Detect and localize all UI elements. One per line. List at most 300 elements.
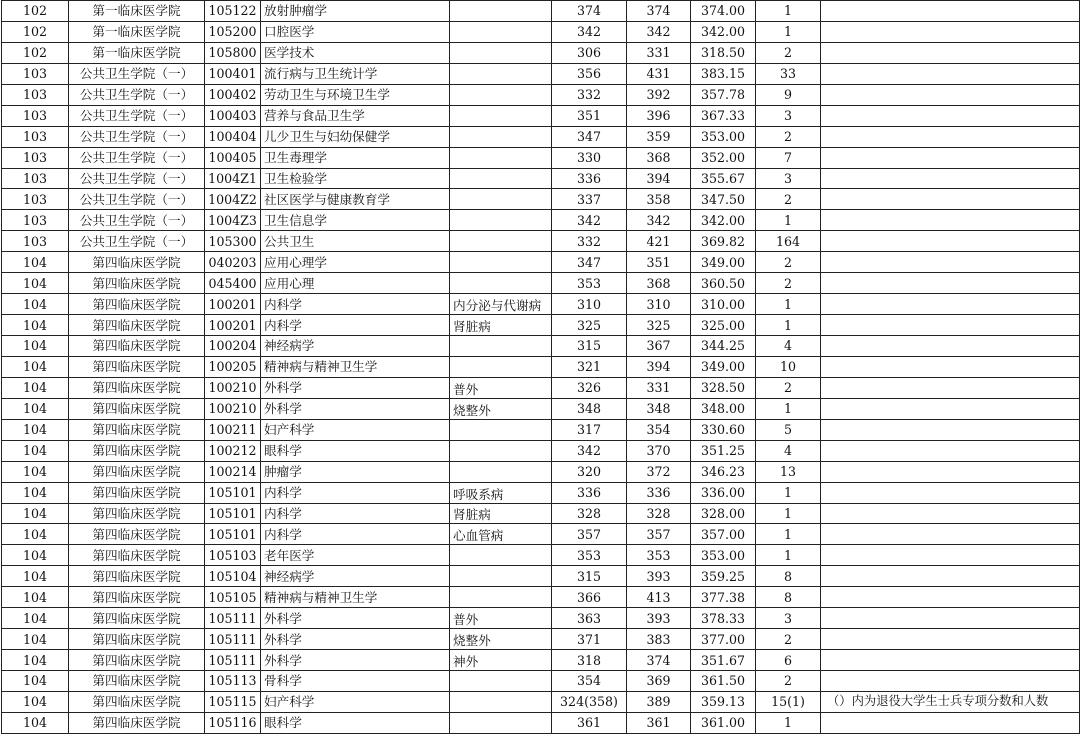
min-score-cell: 361 <box>552 712 627 733</box>
table-row <box>2 336 1080 357</box>
unit-code-cell: 104 <box>2 566 69 587</box>
unit-code-cell: 104 <box>2 545 69 566</box>
score-table <box>1 0 1080 734</box>
direction-cell <box>450 147 552 168</box>
max-score-cell: 369 <box>627 671 691 692</box>
college-cell: 第四临床医学院 <box>69 440 205 461</box>
count-cell: 10 <box>756 356 821 377</box>
count-cell: 1 <box>756 210 821 231</box>
major-code-cell: 105800 <box>205 42 261 63</box>
major-name-cell: 内科学 <box>261 503 450 524</box>
avg-score-cell: 336.00 <box>691 482 756 503</box>
major-code-cell: 105115 <box>205 691 261 712</box>
major-name-cell: 内科学 <box>261 482 450 503</box>
major-name-cell: 应用心理 <box>261 273 450 294</box>
college-cell: 第四临床医学院 <box>69 566 205 587</box>
count-cell: 164 <box>756 231 821 252</box>
college-cell: 第四临床医学院 <box>69 336 205 357</box>
avg-score-cell: 325.00 <box>691 315 756 336</box>
major-name-cell: 眼科学 <box>261 712 450 733</box>
table-row <box>2 84 1080 105</box>
college-cell: 第四临床医学院 <box>69 315 205 336</box>
major-code-cell: 100201 <box>205 294 261 315</box>
note-cell <box>821 1 1080 22</box>
major-code-cell: 100402 <box>205 84 261 105</box>
min-score-cell: 321 <box>552 356 627 377</box>
note-cell <box>821 461 1080 482</box>
major-code-cell: 100401 <box>205 63 261 84</box>
direction-cell <box>450 712 552 733</box>
avg-score-cell: 353.00 <box>691 126 756 147</box>
major-name-cell: 医学技术 <box>261 42 450 63</box>
avg-score-cell: 359.13 <box>691 691 756 712</box>
unit-code-cell: 103 <box>2 231 69 252</box>
note-cell <box>821 63 1080 84</box>
major-name-cell: 营养与食品卫生学 <box>261 105 450 126</box>
table-row <box>2 712 1080 733</box>
direction-cell <box>450 587 552 608</box>
direction-cell <box>450 671 552 692</box>
table-row <box>2 461 1080 482</box>
major-name-cell: 外科学 <box>261 377 450 398</box>
avg-score-cell: 361.00 <box>691 712 756 733</box>
min-score-cell: 374 <box>552 1 627 22</box>
avg-score-cell: 342.00 <box>691 210 756 231</box>
avg-score-cell: 374.00 <box>691 1 756 22</box>
note-cell <box>821 482 1080 503</box>
max-score-cell: 370 <box>627 440 691 461</box>
min-score-cell: 363 <box>552 608 627 629</box>
avg-score-cell: 342.00 <box>691 21 756 42</box>
college-cell: 第四临床医学院 <box>69 545 205 566</box>
avg-score-cell: 310.00 <box>691 294 756 315</box>
direction-cell <box>450 84 552 105</box>
count-cell: 1 <box>756 315 821 336</box>
avg-score-cell: 367.33 <box>691 105 756 126</box>
major-code-cell: 100205 <box>205 356 261 377</box>
note-cell: （）内为退役大学生士兵专项分数和人数 <box>821 691 1080 712</box>
major-code-cell: 100405 <box>205 147 261 168</box>
major-name-cell: 卫生毒理学 <box>261 147 450 168</box>
min-score-cell: 326 <box>552 377 627 398</box>
college-cell: 第四临床医学院 <box>69 691 205 712</box>
table-row <box>2 691 1080 712</box>
college-cell: 第四临床医学院 <box>69 712 205 733</box>
min-score-cell: 318 <box>552 650 627 671</box>
min-score-cell: 342 <box>552 21 627 42</box>
note-cell <box>821 566 1080 587</box>
college-cell: 第四临床医学院 <box>69 503 205 524</box>
count-cell: 8 <box>756 587 821 608</box>
note-cell <box>821 252 1080 273</box>
college-cell: 公共卫生学院（一） <box>69 126 205 147</box>
major-code-cell: 100201 <box>205 315 261 336</box>
college-cell: 第四临床医学院 <box>69 377 205 398</box>
table-row <box>2 440 1080 461</box>
count-cell: 1 <box>756 712 821 733</box>
major-name-cell: 内科学 <box>261 524 450 545</box>
table-row <box>2 42 1080 63</box>
note-cell <box>821 189 1080 210</box>
direction-cell: 内分泌与代谢病 <box>450 294 552 315</box>
note-cell <box>821 545 1080 566</box>
min-score-cell: 324(358) <box>552 691 627 712</box>
direction-cell <box>450 273 552 294</box>
note-cell <box>821 210 1080 231</box>
avg-score-cell: 349.00 <box>691 356 756 377</box>
unit-code-cell: 104 <box>2 419 69 440</box>
max-score-cell: 393 <box>627 566 691 587</box>
min-score-cell: 353 <box>552 545 627 566</box>
table-row <box>2 398 1080 419</box>
max-score-cell: 325 <box>627 315 691 336</box>
max-score-cell: 368 <box>627 273 691 294</box>
count-cell: 2 <box>756 377 821 398</box>
major-name-cell: 精神病与精神卫生学 <box>261 587 450 608</box>
avg-score-cell: 353.00 <box>691 545 756 566</box>
major-code-cell: 100403 <box>205 105 261 126</box>
note-cell <box>821 377 1080 398</box>
min-score-cell: 330 <box>552 147 627 168</box>
major-name-cell: 肿瘤学 <box>261 461 450 482</box>
avg-score-cell: 357.78 <box>691 84 756 105</box>
avg-score-cell: 357.00 <box>691 524 756 545</box>
max-score-cell: 421 <box>627 231 691 252</box>
college-cell: 第四临床医学院 <box>69 252 205 273</box>
major-code-cell: 1004Z1 <box>205 168 261 189</box>
college-cell: 第四临床医学院 <box>69 461 205 482</box>
count-cell: 1 <box>756 482 821 503</box>
table-row <box>2 566 1080 587</box>
count-cell: 33 <box>756 63 821 84</box>
major-name-cell: 社区医学与健康教育学 <box>261 189 450 210</box>
unit-code-cell: 104 <box>2 650 69 671</box>
avg-score-cell: 359.25 <box>691 566 756 587</box>
major-code-cell: 105104 <box>205 566 261 587</box>
table-row <box>2 503 1080 524</box>
college-cell: 第四临床医学院 <box>69 398 205 419</box>
max-score-cell: 374 <box>627 1 691 22</box>
note-cell <box>821 294 1080 315</box>
unit-code-cell: 104 <box>2 252 69 273</box>
count-cell: 3 <box>756 168 821 189</box>
max-score-cell: 353 <box>627 545 691 566</box>
note-cell <box>821 398 1080 419</box>
college-cell: 第四临床医学院 <box>69 524 205 545</box>
college-cell: 第四临床医学院 <box>69 608 205 629</box>
min-score-cell: 310 <box>552 294 627 315</box>
major-code-cell: 100210 <box>205 398 261 419</box>
major-name-cell: 应用心理学 <box>261 252 450 273</box>
unit-code-cell: 104 <box>2 587 69 608</box>
direction-cell <box>450 566 552 587</box>
direction-cell: 心血管病 <box>450 524 552 545</box>
direction-cell <box>450 231 552 252</box>
avg-score-cell: 361.50 <box>691 671 756 692</box>
count-cell: 7 <box>756 147 821 168</box>
table-row <box>2 629 1080 650</box>
table-row <box>2 356 1080 377</box>
count-cell: 15(1) <box>756 691 821 712</box>
table-row <box>2 419 1080 440</box>
unit-code-cell: 103 <box>2 105 69 126</box>
note-cell <box>821 273 1080 294</box>
count-cell: 2 <box>756 189 821 210</box>
major-name-cell: 老年医学 <box>261 545 450 566</box>
unit-code-cell: 103 <box>2 147 69 168</box>
min-score-cell: 356 <box>552 63 627 84</box>
direction-cell <box>450 461 552 482</box>
note-cell <box>821 524 1080 545</box>
avg-score-cell: 347.50 <box>691 189 756 210</box>
direction-cell: 普外 <box>450 608 552 629</box>
college-cell: 公共卫生学院（一） <box>69 105 205 126</box>
college-cell: 第四临床医学院 <box>69 629 205 650</box>
min-score-cell: 353 <box>552 273 627 294</box>
major-name-cell: 流行病与卫生统计学 <box>261 63 450 84</box>
min-score-cell: 332 <box>552 84 627 105</box>
avg-score-cell: 369.82 <box>691 231 756 252</box>
count-cell: 4 <box>756 440 821 461</box>
note-cell <box>821 503 1080 524</box>
table-row <box>2 524 1080 545</box>
table-row <box>2 210 1080 231</box>
avg-score-cell: 351.67 <box>691 650 756 671</box>
major-name-cell: 外科学 <box>261 629 450 650</box>
max-score-cell: 413 <box>627 587 691 608</box>
count-cell: 1 <box>756 398 821 419</box>
college-cell: 第四临床医学院 <box>69 294 205 315</box>
unit-code-cell: 104 <box>2 377 69 398</box>
table-row <box>2 252 1080 273</box>
avg-score-cell: 352.00 <box>691 147 756 168</box>
major-code-cell: 105105 <box>205 587 261 608</box>
college-cell: 第四临床医学院 <box>69 273 205 294</box>
count-cell: 1 <box>756 294 821 315</box>
unit-code-cell: 104 <box>2 315 69 336</box>
count-cell: 2 <box>756 42 821 63</box>
major-name-cell: 外科学 <box>261 608 450 629</box>
max-score-cell: 331 <box>627 377 691 398</box>
college-cell: 公共卫生学院（一） <box>69 168 205 189</box>
avg-score-cell: 328.50 <box>691 377 756 398</box>
unit-code-cell: 104 <box>2 671 69 692</box>
max-score-cell: 342 <box>627 210 691 231</box>
direction-cell <box>450 210 552 231</box>
college-cell: 第一临床医学院 <box>69 42 205 63</box>
direction-cell <box>450 252 552 273</box>
max-score-cell: 310 <box>627 294 691 315</box>
min-score-cell: 336 <box>552 168 627 189</box>
major-code-cell: 105111 <box>205 629 261 650</box>
major-code-cell: 105122 <box>205 1 261 22</box>
direction-cell <box>450 63 552 84</box>
major-name-cell: 儿少卫生与妇幼保健学 <box>261 126 450 147</box>
major-name-cell: 口腔医学 <box>261 21 450 42</box>
unit-code-cell: 104 <box>2 440 69 461</box>
avg-score-cell: 330.60 <box>691 419 756 440</box>
major-name-cell: 卫生信息学 <box>261 210 450 231</box>
direction-cell: 呼吸系病 <box>450 482 552 503</box>
avg-score-cell: 349.00 <box>691 252 756 273</box>
unit-code-cell: 103 <box>2 168 69 189</box>
min-score-cell: 357 <box>552 524 627 545</box>
min-score-cell: 336 <box>552 482 627 503</box>
max-score-cell: 383 <box>627 629 691 650</box>
major-code-cell: 105101 <box>205 503 261 524</box>
major-name-cell: 神经病学 <box>261 336 450 357</box>
major-name-cell: 妇产科学 <box>261 691 450 712</box>
min-score-cell: 347 <box>552 252 627 273</box>
major-name-cell: 外科学 <box>261 398 450 419</box>
major-code-cell: 105116 <box>205 712 261 733</box>
table-row <box>2 1 1080 22</box>
unit-code-cell: 104 <box>2 712 69 733</box>
direction-cell: 神外 <box>450 650 552 671</box>
direction-cell <box>450 691 552 712</box>
major-code-cell: 105111 <box>205 608 261 629</box>
max-score-cell: 348 <box>627 398 691 419</box>
note-cell <box>821 168 1080 189</box>
count-cell: 13 <box>756 461 821 482</box>
note-cell <box>821 336 1080 357</box>
direction-cell <box>450 356 552 377</box>
max-score-cell: 389 <box>627 691 691 712</box>
major-code-cell: 1004Z2 <box>205 189 261 210</box>
college-cell: 第一临床医学院 <box>69 1 205 22</box>
major-code-cell: 100404 <box>205 126 261 147</box>
count-cell: 1 <box>756 545 821 566</box>
unit-code-cell: 102 <box>2 21 69 42</box>
direction-cell <box>450 419 552 440</box>
count-cell: 8 <box>756 566 821 587</box>
min-score-cell: 317 <box>552 419 627 440</box>
major-code-cell: 105103 <box>205 545 261 566</box>
note-cell <box>821 712 1080 733</box>
note-cell <box>821 84 1080 105</box>
major-code-cell: 100204 <box>205 336 261 357</box>
max-score-cell: 367 <box>627 336 691 357</box>
unit-code-cell: 104 <box>2 524 69 545</box>
direction-cell: 肾脏病 <box>450 315 552 336</box>
avg-score-cell: 378.33 <box>691 608 756 629</box>
unit-code-cell: 104 <box>2 294 69 315</box>
min-score-cell: 306 <box>552 42 627 63</box>
table-row <box>2 189 1080 210</box>
direction-cell <box>450 126 552 147</box>
note-cell <box>821 650 1080 671</box>
avg-score-cell: 360.50 <box>691 273 756 294</box>
unit-code-cell: 103 <box>2 189 69 210</box>
note-cell <box>821 440 1080 461</box>
major-code-cell: 105101 <box>205 482 261 503</box>
max-score-cell: 393 <box>627 608 691 629</box>
note-cell <box>821 419 1080 440</box>
direction-cell <box>450 168 552 189</box>
max-score-cell: 392 <box>627 84 691 105</box>
note-cell <box>821 356 1080 377</box>
table-row <box>2 63 1080 84</box>
table-row <box>2 21 1080 42</box>
unit-code-cell: 104 <box>2 503 69 524</box>
note-cell <box>821 608 1080 629</box>
table-row <box>2 105 1080 126</box>
avg-score-cell: 346.23 <box>691 461 756 482</box>
major-code-cell: 100211 <box>205 419 261 440</box>
major-name-cell: 劳动卫生与环境卫生学 <box>261 84 450 105</box>
note-cell <box>821 629 1080 650</box>
note-cell <box>821 587 1080 608</box>
min-score-cell: 351 <box>552 105 627 126</box>
major-code-cell: 105300 <box>205 231 261 252</box>
unit-code-cell: 104 <box>2 608 69 629</box>
college-cell: 第一临床医学院 <box>69 21 205 42</box>
note-cell <box>821 147 1080 168</box>
major-code-cell: 105111 <box>205 650 261 671</box>
major-name-cell: 眼科学 <box>261 440 450 461</box>
note-cell <box>821 126 1080 147</box>
major-name-cell: 内科学 <box>261 315 450 336</box>
direction-cell <box>450 336 552 357</box>
table-row <box>2 671 1080 692</box>
min-score-cell: 371 <box>552 629 627 650</box>
direction-cell <box>450 1 552 22</box>
college-cell: 第四临床医学院 <box>69 671 205 692</box>
min-score-cell: 320 <box>552 461 627 482</box>
major-name-cell: 放射肿瘤学 <box>261 1 450 22</box>
unit-code-cell: 104 <box>2 629 69 650</box>
max-score-cell: 361 <box>627 712 691 733</box>
table-row <box>2 126 1080 147</box>
min-score-cell: 348 <box>552 398 627 419</box>
major-name-cell: 卫生检验学 <box>261 168 450 189</box>
max-score-cell: 331 <box>627 42 691 63</box>
major-code-cell: 105200 <box>205 21 261 42</box>
count-cell: 1 <box>756 503 821 524</box>
avg-score-cell: 348.00 <box>691 398 756 419</box>
count-cell: 2 <box>756 126 821 147</box>
college-cell: 公共卫生学院（一） <box>69 231 205 252</box>
max-score-cell: 336 <box>627 482 691 503</box>
min-score-cell: 337 <box>552 189 627 210</box>
note-cell <box>821 21 1080 42</box>
major-code-cell: 1004Z3 <box>205 210 261 231</box>
max-score-cell: 374 <box>627 650 691 671</box>
count-cell: 1 <box>756 21 821 42</box>
table-row <box>2 273 1080 294</box>
direction-cell <box>450 545 552 566</box>
unit-code-cell: 103 <box>2 210 69 231</box>
direction-cell: 普外 <box>450 377 552 398</box>
count-cell: 3 <box>756 608 821 629</box>
major-code-cell: 040203 <box>205 252 261 273</box>
college-cell: 公共卫生学院（一） <box>69 63 205 84</box>
unit-code-cell: 102 <box>2 1 69 22</box>
major-name-cell: 骨科学 <box>261 671 450 692</box>
major-code-cell: 105113 <box>205 671 261 692</box>
unit-code-cell: 103 <box>2 63 69 84</box>
table-row <box>2 315 1080 336</box>
count-cell: 1 <box>756 1 821 22</box>
major-code-cell: 105101 <box>205 524 261 545</box>
college-cell: 第四临床医学院 <box>69 356 205 377</box>
unit-code-cell: 104 <box>2 461 69 482</box>
direction-cell: 烧整外 <box>450 398 552 419</box>
college-cell: 第四临床医学院 <box>69 650 205 671</box>
unit-code-cell: 103 <box>2 84 69 105</box>
min-score-cell: 347 <box>552 126 627 147</box>
min-score-cell: 315 <box>552 566 627 587</box>
